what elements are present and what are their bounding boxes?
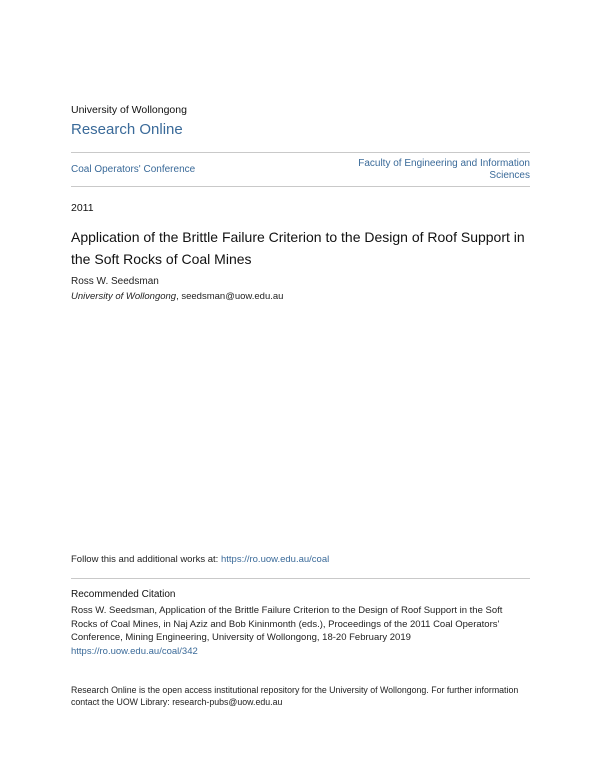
affiliation-name: University of Wollongong	[71, 291, 177, 302]
follow-link[interactable]: https://ro.uow.edu.au/coal	[220, 554, 330, 565]
author-name: Ross W. Seedsman	[71, 276, 159, 287]
citation-heading: Recommended Citation	[71, 589, 176, 600]
faculty-link[interactable]: Faculty of Engineering and Information Sciences	[358, 158, 530, 181]
publication-year: 2011	[71, 202, 94, 214]
conference-link[interactable]: Coal Operators' Conference	[71, 164, 196, 175]
author-affiliation: University of Wollongong, seedsman@uow.edu.au	[71, 291, 284, 302]
repository-link[interactable]: Research Online	[71, 121, 183, 138]
divider	[71, 152, 530, 153]
follow-line	[71, 554, 530, 565]
author-email[interactable]: seedsman@uow.edu.au	[181, 291, 284, 302]
paper-title: Application of the Brittle Failure Criterion to the Design of Roof Support in the Soft Rocks of Coal Mines	[71, 229, 525, 267]
divider	[71, 578, 530, 579]
university-name: University of Wollongong	[71, 104, 187, 116]
follow-text: Follow this and additional works at:	[71, 554, 221, 565]
citation-block	[71, 604, 530, 658]
citation-text: Ross W. Seedsman, Application of the Brittle Failure Criterion to the Design of Roof Support in the Soft Rocks of Coal Mines, in Naj Aziz and Bob Kininmonth (eds.), Proceedings of the 2011 Coal Operators' Conference, Mining Engineering, University of Wollongong, 18-20 February 2019	[71, 605, 503, 643]
citation-link[interactable]: https://ro.uow.edu.au/coal/342	[71, 645, 198, 657]
divider	[71, 186, 530, 187]
footer-note: Research Online is the open access institutional repository for the University of Wollongong. For further information contact the UOW Library: research-pubs@uow.edu.au	[71, 685, 519, 707]
